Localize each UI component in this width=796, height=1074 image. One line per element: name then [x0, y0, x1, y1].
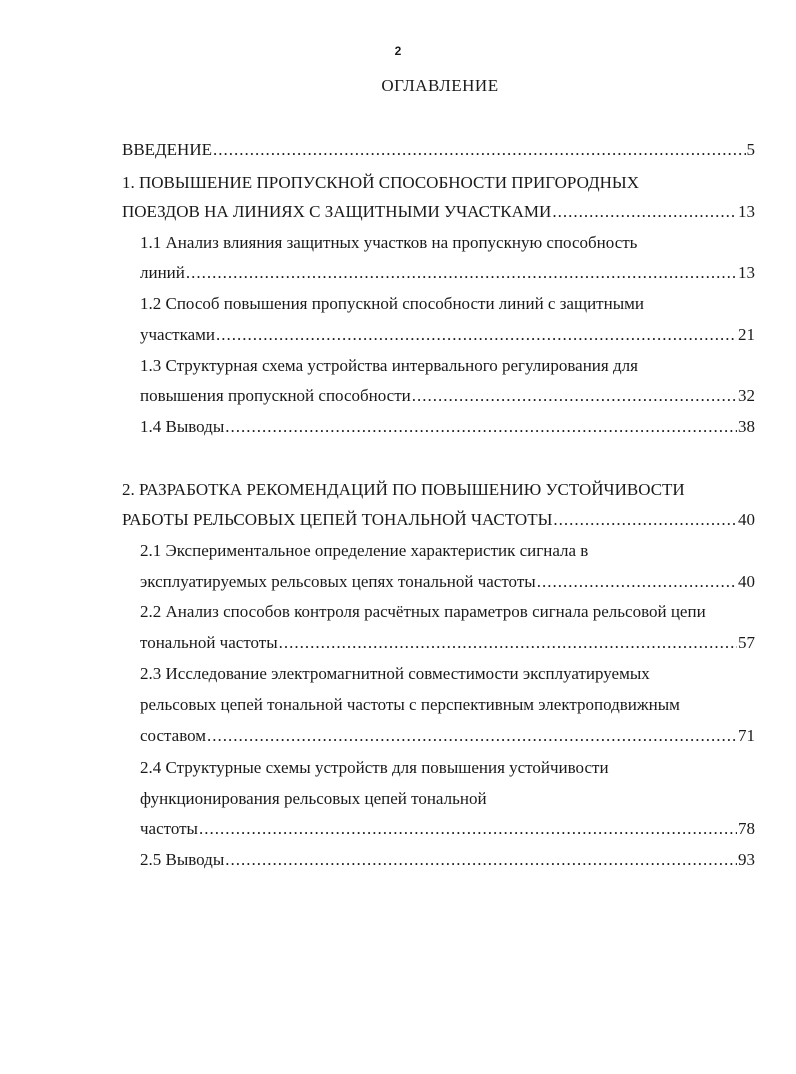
toc-leader-dots	[207, 724, 737, 748]
toc-section-2-1-line1[interactable]: 2.1 Экспериментальное определение характеристик сигнала в	[140, 541, 589, 560]
toc-leader-dots	[216, 323, 737, 347]
toc-entry-label: эксплуатируемых рельсовых цепях тональной частоты	[140, 572, 536, 591]
toc-page-ref: 57	[738, 633, 755, 652]
toc-section-2-3-line2[interactable]: рельсовых цепей тональной частоты с перспективным электроподвижным	[140, 695, 680, 714]
toc-page-ref: 40	[738, 510, 755, 529]
toc-page-ref: 71	[738, 726, 755, 745]
toc-entry-section-1-2[interactable]	[140, 323, 755, 347]
toc-page-ref: 78	[738, 819, 755, 838]
toc-entry-section-2-5[interactable]	[140, 848, 755, 872]
toc-title: ОГЛАВЛЕНИЕ	[381, 76, 499, 95]
toc-section-2-3-line1[interactable]: 2.3 Исследование электромагнитной совместимости эксплуатируемых	[140, 664, 650, 683]
toc-leader-dots	[225, 415, 737, 439]
toc-leader-dots	[213, 138, 746, 162]
toc-leader-dots	[199, 817, 737, 841]
toc-entry-label: ПОЕЗДОВ НА ЛИНИЯХ С ЗАЩИТНЫМИ УЧАСТКАМИ	[122, 202, 552, 221]
toc-leader-dots	[279, 631, 737, 655]
toc-entry-section-2-1[interactable]	[140, 570, 755, 594]
toc-leader-dots	[537, 570, 737, 594]
toc-page-ref: 32	[738, 386, 755, 405]
toc-entry-chapter-2[interactable]	[122, 508, 755, 532]
toc-entry-section-1-3[interactable]	[140, 384, 755, 408]
toc-page-ref: 13	[738, 263, 755, 282]
toc-entry-section-1-1[interactable]	[140, 261, 755, 285]
toc-entry-section-1-4[interactable]	[140, 415, 755, 439]
toc-page-ref: 5	[746, 140, 755, 159]
toc-leader-dots	[553, 508, 737, 532]
toc-entry-section-2-4[interactable]	[140, 817, 755, 841]
toc-section-1-1-line1[interactable]: 1.1 Анализ влияния защитных участков на пропускную способность	[140, 233, 638, 252]
toc-page-ref: 40	[738, 572, 755, 591]
toc-page-ref: 38	[738, 417, 755, 436]
toc-entry-label: составом	[140, 726, 207, 745]
toc-entry-label: линий	[140, 263, 185, 282]
toc-section-1-2-line1[interactable]: 1.2 Способ повышения пропускной способности линий с защитными	[140, 294, 644, 313]
toc-entry-label: РАБОТЫ РЕЛЬСОВЫХ ЦЕПЕЙ ТОНАЛЬНОЙ ЧАСТОТЫ	[122, 510, 553, 529]
toc-entry-label: 2.5 Выводы	[140, 850, 225, 869]
toc-entry-label: 1.4 Выводы	[140, 417, 225, 436]
toc-entry-section-2-2[interactable]	[140, 631, 755, 655]
toc-section-2-2-line1[interactable]: 2.2 Анализ способов контроля расчётных параметров сигнала рельсовой цепи	[140, 602, 706, 621]
toc-section-2-4-line1[interactable]: 2.4 Структурные схемы устройств для повышения устойчивости	[140, 758, 609, 777]
toc-entry-section-2-3[interactable]	[140, 724, 755, 748]
toc-entry-intro[interactable]	[122, 138, 755, 162]
toc-entry-label: участками	[140, 325, 215, 344]
toc-section-2-4-line2[interactable]: функционирования рельсовых цепей тональной	[140, 789, 487, 808]
toc-entry-label: повышения пропускной способности	[140, 386, 411, 405]
toc-page-ref: 13	[738, 202, 755, 221]
page-number: 2	[394, 44, 402, 58]
toc-chapter-1-line1[interactable]: 1. ПОВЫШЕНИЕ ПРОПУСКНОЙ СПОСОБНОСТИ ПРИГОРОДНЫХ	[122, 173, 639, 192]
toc-entry-chapter-1[interactable]	[122, 200, 755, 224]
toc-entry-label: частоты	[140, 819, 198, 838]
toc-entry-label: тональной частоты	[140, 633, 278, 652]
toc-page-ref: 21	[738, 325, 755, 344]
toc-leader-dots	[225, 848, 737, 872]
toc-chapter-2-line1[interactable]: 2. РАЗРАБОТКА РЕКОМЕНДАЦИЙ ПО ПОВЫШЕНИЮ УСТОЙЧИВОСТИ	[122, 480, 685, 499]
toc-leader-dots	[412, 384, 737, 408]
toc-page-ref: 93	[738, 850, 755, 869]
toc-leader-dots	[186, 261, 737, 285]
toc-leader-dots	[552, 200, 737, 224]
toc-entry-label: ВВЕДЕНИЕ	[122, 140, 212, 159]
toc-section-1-3-line1[interactable]: 1.3 Структурная схема устройства интервального регулирования для	[140, 356, 638, 375]
